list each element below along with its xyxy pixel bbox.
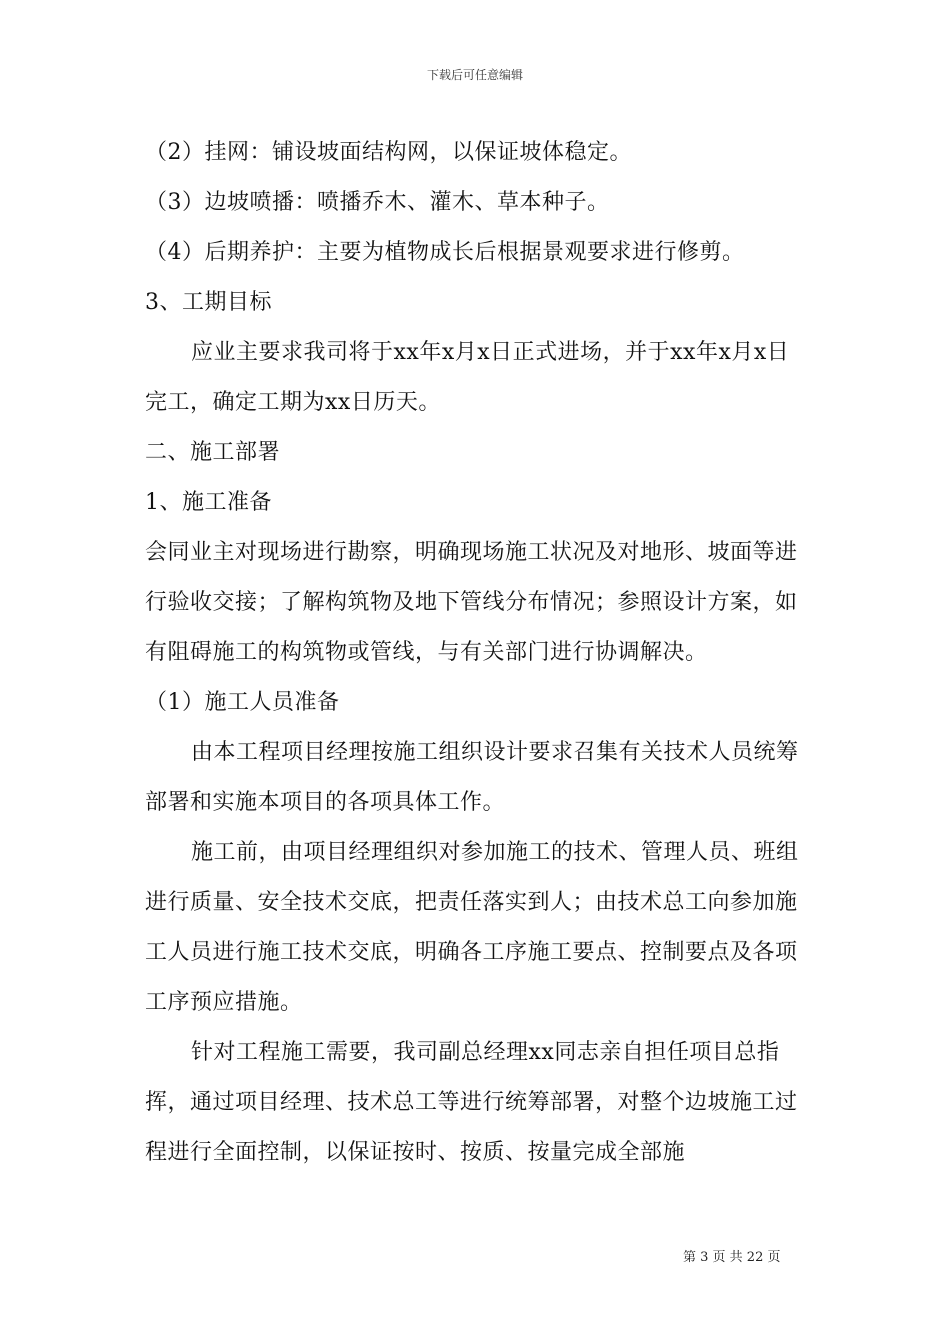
document-body bbox=[145, 128, 805, 1178]
paragraph: 针对工程施工需要，我司副总经理xx同志亲自担任项目总指挥，通过项目经理、技术总工等进行统筹部署，对整个边坡施工过程进行全面控制，以保证按时、按质、按量完成全部施 bbox=[145, 1040, 798, 1165]
paragraph: 施工前，由项目经理组织对参加施工的技术、管理人员、班组进行质量、安全技术交底，把责任落实到人；由技术总工向参加施工人员进行施工技术交底，明确各工序施工要点、控制要点及各项工序预应措施。 bbox=[145, 840, 799, 1015]
section-heading: 1、施工准备 bbox=[145, 490, 272, 515]
page-number-footer: 第 3 页 共 22 页 bbox=[683, 1250, 781, 1265]
paragraph: 由本工程项目经理按施工组织设计要求召集有关技术人员统筹部署和实施本项目的各项具体工作。 bbox=[145, 740, 799, 815]
paragraph: 应业主要求我司将于xx年x月x日正式进场，并于xx年x月x日完工，确定工期为xx日历天。 bbox=[145, 340, 790, 415]
paragraph: （2）挂网：铺设坡面结构网，以保证坡体稳定。 bbox=[145, 140, 632, 165]
paragraph: 会同业主对现场进行勘察，明确现场施工状况及对地形、坡面等进行验收交接；了解构筑物及地下管线分布情况；参照设计方案，如有阻碍施工的构筑物或管线，与有关部门进行协调解决。 bbox=[145, 540, 798, 665]
page-header: 下载后可任意编辑 bbox=[426, 68, 523, 82]
section-heading: 3、工期目标 bbox=[145, 290, 272, 315]
subsection-heading: （1）施工人员准备 bbox=[145, 690, 340, 715]
section-heading: 二、施工部署 bbox=[145, 440, 281, 465]
paragraph: （4）后期养护：主要为植物成长后根据景观要求进行修剪。 bbox=[145, 240, 745, 265]
paragraph: （3）边坡喷播：喷播乔木、灌木、草本种子。 bbox=[145, 190, 610, 215]
